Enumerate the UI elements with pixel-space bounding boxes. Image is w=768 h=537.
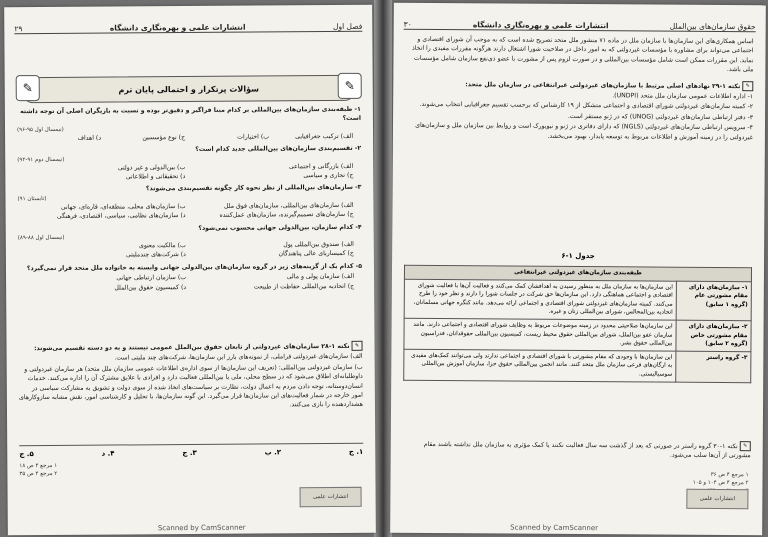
pen-icon: ✎	[16, 75, 40, 101]
question-text: ۵- کدام یک از گزینه‌های زیر در گروه سازمان‌های بین‌الدولی جهانی وابسته به خانواده ملل متحد قرار نمی‌گیرد؟	[26, 262, 363, 273]
question-source: (نیمسال اول ۹۵-۹۶)	[16, 126, 64, 134]
table-row	[404, 279, 751, 321]
option: الف) سازمان پولی و مالی	[286, 273, 355, 281]
left-header-title: انتشارات علمی و بهره‌نگاری دانشگاه	[109, 22, 246, 33]
left-header	[14, 15, 362, 34]
row-description: این سازمان‌ها با وجودی که مقام مشورتی با شورای اقتصادی و اجتماعی ندارند ولی می‌توانند کمک‌های مفیدی به ارگان‌های فرعی سازمان ملل متحد کنند. مانند انجمن بین‌المللی حقوق جزا، سازمان آموزش بین‌المللی سوسیالیستی.	[404, 349, 676, 382]
note2: ✎نکته ۱-۳۰ گروه راستر در صورتی که بعد از گذشت سه سال فعالیت نکنند یا کمک مؤثری به سازمان ملل نداشته باشند مقام مشورتی از آن‌ها سلب می‌شود.	[423, 440, 751, 460]
answer-item: ۵. ج	[19, 450, 34, 459]
body-list-item: ۴- سرویس ارتباطی سازمان‌های غیردولتی (NGLS) که دارای دفاتری در ژنو و نیویورک است و روابط بین سازمان ملل و سازمان‌های غیردولتی را در زمینه آموزش و اطلاعات مربوط به توسعه پایدار، بهبود می‌بخشد.	[415, 122, 754, 141]
option: ب) اختیارات	[237, 133, 270, 141]
note-item-b: ب) سازمان غیردولتی بین‌المللی: (تعریف این سازمان‌ها از سوی اداره‌ی اطلاعات عمومی سازمان ملل متحد) هر سازمان غیردولتی و داوطلبانه‌ای اطلاق می‌شود که در سطح محلی، ملی یا بین‌المللی فعالیت دارد و افرادی با علایق مشترک آن را اداره می‌کنند. خدمات انسان‌دوستانه، توجه دادن مردم به اعمال دولت، نظارت بر سیاست‌های اتخاذ شده از سوی دولت و تشویق به مشارکت سیاسی در امور خارجه در شمار فعالیت‌های این سازمان‌ها قرار می‌گیرد. این گونه سازمان‌ها، با تحلیل و کارشناسی امور، نقش مشابه سازوکارهای هشداردهنده را بازی می‌کنند.	[18, 363, 363, 409]
note-title: ✎نکته ۱-۲۹ نهادهای اصلی مرتبط با سازمان‌های غیردولتی غیرانتفاعی در سازمان ملل متحد:	[405, 78, 753, 91]
publisher-logo: انتشارات علمی	[300, 487, 362, 507]
question-text: ۴- کدام سازمان، بین‌الدولی جهانی محسوب نمی‌شود؟	[198, 223, 362, 232]
footnote: ۲ مرجع ۴ ص ۳۵	[19, 470, 58, 478]
right-header-pub: انتشارات علمی و بهره‌نگاری دانشگاه	[472, 20, 609, 31]
question-source: (نیمسال دوم ۹۱-۹۲)	[17, 156, 65, 163]
table-row	[404, 318, 751, 351]
question-list	[17, 105, 362, 296]
answer-item: ۴. د	[101, 449, 115, 458]
left-page	[4, 5, 376, 536]
body-list-item: ۱- اداره اطلاعات عمومی سازمان ملل متحد (UNDPI).	[612, 92, 754, 101]
question-item	[18, 222, 362, 261]
question-item	[18, 262, 362, 294]
question-source: (تابستان ۹۱)	[17, 195, 47, 203]
table-row	[404, 349, 751, 382]
option: ج) کمیساریای عالی پناهندگان	[278, 250, 354, 258]
row-category: ۱- سازمان‌های دارای مقام مشورتی عام (گروه ۱ سابق)	[676, 281, 751, 321]
option: د) سازمان‌های نظامی، سیاسی، اقتصادی، فرهنگی	[56, 212, 186, 221]
option: ج) اتحادیه بین‌المللی حفاظت از طبیعت	[253, 282, 355, 291]
note-section	[19, 341, 363, 413]
option: د) تحقیقاتی و اطلاعاتی	[125, 173, 186, 181]
question-item	[17, 183, 361, 222]
bodies-list	[405, 90, 753, 142]
row-description: این سازمان‌ها صلاحیتی محدود در زمینه موضوعات مربوط به وظایف شورای اقتصادی و اجتماعی دارند. مانند سازمان عفو بین‌الملل، شورای بین‌المللی حقوق محیط زیست، کمیسیون بین‌المللی حقوقدانان، فدراسیون بین‌المللی حقوق بشر.	[404, 318, 676, 351]
option: د) کمیسیون حقوق بین‌الملل	[114, 283, 187, 292]
banner-title: سؤالات پرتکرار و احتمالی پایان ترم	[118, 84, 259, 94]
left-page-number: ۲۹	[14, 24, 23, 34]
body-list-item: ۳- دفتر ارتباطی سازمان‌های غیردولتی (UNOG) که در ژنو مستقر است.	[567, 112, 754, 122]
exam-questions-banner	[23, 75, 355, 103]
footnotes	[19, 462, 57, 478]
option: د) اهداف	[77, 134, 102, 142]
option: الف) صندوق بین‌المللی پول	[283, 240, 354, 249]
option: الف) ترکیب جغرافیایی	[295, 132, 354, 141]
answer-item: ۲. ب	[264, 448, 282, 457]
options-row	[18, 201, 362, 222]
table-header: طبقه‌بندی سازمان‌های غیردولتی غیرانتفاعی	[404, 265, 751, 281]
row-category: ۳- گروه راستر	[676, 351, 751, 382]
option: الف) سازمان‌های بین‌المللی، سازمان‌های فوق ملل	[223, 201, 354, 210]
ngo-classification-table	[403, 265, 752, 383]
note-icon: ✎	[740, 441, 751, 451]
option: ب) بین‌الدولی و غیر دولتی	[117, 163, 186, 172]
answer-key	[19, 443, 363, 458]
right-page	[390, 3, 766, 536]
left-chapter: فصل اول	[332, 21, 363, 31]
note2-section	[403, 439, 751, 462]
scanner-watermark: Scanned by CamScanner	[157, 523, 246, 533]
options-row	[17, 132, 361, 144]
option: الف) بازرگانی و اجتماعی	[288, 162, 354, 170]
option: ب) سازمان ارتباطی جهانی	[116, 274, 187, 282]
footnote: ۲ مرجع ۴ ص ۱۰۴ و ۱۰۵	[692, 479, 749, 487]
right-header	[404, 13, 756, 32]
question-text: ۱- طبقه‌بندی سازمان‌های بین‌المللی بر کدام مبنا فراگیر و دقیق‌تر بوده و نسبت به بازیگران اصلی آن توجه داشته است؟	[20, 105, 361, 123]
right-page-number: ۳۰	[403, 19, 412, 29]
answer-item: ۱. ج	[348, 447, 364, 456]
option: ب) مالکیت معنوی	[138, 242, 186, 250]
intro-paragraph: اساس همکاری‌های این سازمان‌ها با سازمان ملل در ماده ۷۱ منشور ملل متحد تصریح شده است که به موجب آن شورای اقتصادی و اجتماعی می‌تواند برای مشاوره با مؤسسات غیردولتی که به امور داخل در صلاحیت شورا اشتغال دارند هرگونه مقررات مفیدی را اتخاذ نماید. این مقررات ممکن است شامل مؤسسات بین‌المللی و در صورت لزوم پس از مشورت با عضو ذی‌نفع سازمان شامل مؤسسات ملی باشد.	[411, 35, 754, 74]
options-row	[18, 240, 362, 261]
question-source: (نیمسال اول ۸۸-۸۹)	[17, 234, 65, 242]
options-row	[18, 272, 362, 293]
row-description: این سازمان‌ها به سازمان ملل به منظور رسیدن به اهدافشان کمک می‌کنند و فعالیت آن‌ها با فعالیت شورای اقتصادی و اجتماعی هماهنگی دارد. این سازمان‌ها حق شرکت در جلسات شورا را دارند و نظر خود را طرح می‌کنند. کمیته سازمان‌های غیردولتی شورای اقتصادی و اجتماعی ارائه می‌دهد. مانند کنگره جهانی مسلمانان، اتحادیه بین‌المجالس، شورای بین‌المللی زنان و غیره.	[404, 279, 676, 320]
question-item	[17, 144, 361, 183]
note-icon: ✎	[351, 341, 362, 351]
footnote: ۱ مرجع ۴ ص ۳۶	[710, 471, 749, 479]
footnote: ۱ مرجع ۴ ص ۱۸	[19, 462, 58, 470]
question-text: ۲- تقسیم‌بندی سازمان‌های بین‌المللی جدید کدام است؟	[195, 145, 362, 154]
table-caption: جدول ۱-۶	[561, 251, 595, 261]
option: د) شرکت‌های چندملیتی	[125, 251, 186, 259]
answer-item: ۳. ج	[182, 448, 197, 458]
pen-icon: ✎	[338, 73, 362, 99]
option: ج) تجاری و سیاسی	[303, 171, 354, 180]
option: ب) سازمان‌های محلی، منطقه‌ای، قاره‌ای، جهانی	[60, 202, 186, 211]
question-item	[17, 105, 361, 144]
option: ج) نوع مؤسسین	[142, 133, 186, 142]
right-header-title: حقوق سازمان‌های بین‌الملل	[669, 21, 756, 32]
right-body	[405, 35, 754, 143]
note-title: ✎نکته ۱-۲۸ سازمان‌های غیردولتی از تابعان حقوق بین‌الملل عمومی نیستند و به دو دسته تقسیم می‌شوند:	[19, 341, 363, 354]
note-icon: ✎	[742, 81, 753, 91]
body-list-item: ۲- کمیته سازمان‌های غیردولتی شورای اقتصادی و اجتماعی متشکل از ۱۹ کارشناس که برحسب تقسیم جغرافیایی انتخاب می‌شوند.	[419, 101, 754, 111]
question-text: ۳- سازمان‌های بین‌المللی از نظر نحوه کار چگونه تقسیم‌بندی می‌شوند؟	[145, 184, 362, 193]
note-item-a: الف) سازمان‌های غیردولتی فراملی، از نمونه‌های بارز این سازمان‌ها، شرکت‌های چند ملیتی است.	[114, 353, 363, 362]
scanner-watermark: Scanned by CamScanner	[510, 523, 599, 533]
book-gutter	[374, 0, 392, 537]
option: ج) سازمان‌های تصمیم‌گیرنده، سازمان‌های عمل‌کننده	[219, 211, 354, 220]
options-row	[17, 161, 361, 182]
row-category: ۲- سازمان‌های دارای مقام مشورتی خاص (گروه ۲ سابق)	[676, 320, 751, 351]
publisher-logo: انتشارات علمی	[686, 489, 748, 509]
